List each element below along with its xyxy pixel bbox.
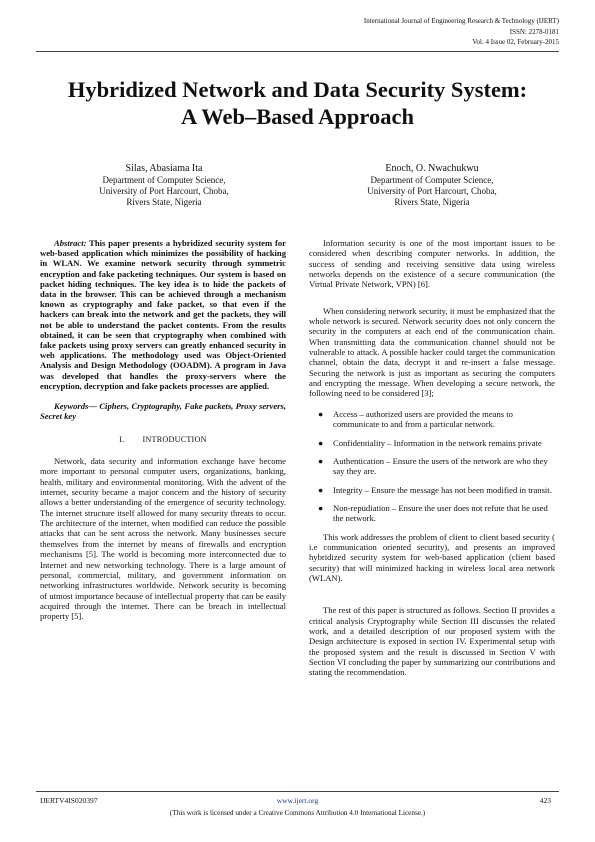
bullet-icon: ● [318, 408, 324, 419]
security-requirements-list [309, 409, 555, 524]
footer-divider [36, 791, 559, 792]
journal-name: International Journal of Engineering Research & Technology (IJERT) [363, 17, 559, 25]
running-header [364, 16, 559, 48]
author-name: Enoch, O. Nwachukwu [385, 163, 479, 174]
bullet-icon: ● [318, 502, 324, 513]
title-line-2: A Web–Based Approach [181, 104, 414, 129]
issn: ISSN: 2278-0181 [509, 27, 559, 36]
section-number: I. [119, 434, 125, 444]
author-location: Rivers State, Nigeria [126, 197, 202, 207]
journal-link[interactable]: www.ijert.org [276, 796, 319, 805]
section-heading-introduction [40, 435, 286, 445]
volume-issue: Vol. 4 Issue 02, February-2015 [472, 38, 559, 46]
header-divider [36, 51, 559, 52]
right-column [309, 238, 555, 678]
section-title: INTRODUCTION [142, 434, 207, 444]
list-item: ● Confidentiality – Information in the network remains private [318, 437, 542, 448]
paper-id: IJERTV4IS020397 [40, 796, 98, 805]
list-item: ● Integrity – Ensure the message has not been modified in transit. [318, 484, 552, 495]
author-location: Rivers State, Nigeria [394, 197, 470, 207]
abstract-text: This paper presents a hybridized security system for web-based application which minimizes the possibility of hacking in WLAN. We examine network security through symmetric encryption and fake packeting techniques. Our system is based on packet hiding techniques. The key idea is to hide the packets of data in the browser. This can be achieved through a mechanism known as cryptography and fake packet, so that even if the hackers can break into the network and get the packets, they will not be able to understand the packet contents. From the results obtained, it can be seen that cryptography when combined with fake packets using proxy servers can greatly enhanced security in web applications. The methodology used was Object-Oriented Analysis and Design Methodology (OOADM). A program in Java was developed that handles the proxy-servers where the encryption, decryption and fake packets processes are applied. [40, 238, 286, 391]
paper-title [30, 76, 565, 130]
abstract-label: Abstract: [54, 238, 87, 248]
bullet-icon: ● [318, 455, 324, 466]
author-university: University of Port Harcourt, Choba, [99, 186, 229, 196]
intro-paragraph: Network, data security and information exchange have become more important to personal computer users, organizations, banking, health, military and environmental monitoring. With the advent of the internet, security became a major concern and the history of security allows a better understanding of the emergence of security technology. The internet structure itself allowed for many security threats to occur. The architecture of the internet, when modified can reduce the possible attacks that can be sent across the network. Many businesses secure themselves from the internet by means of firewalls and encryption mechanisms [5]. The world is becoming more interconnected due to Internet and new networking technology. There is a large amount of personal, commercial, military, and government information on networking infrastructures worldwide. Network security is becoming of utmost importance because of intellectual property that can be easily acquired through the internet. There can be breach in intellectual property [5]. [40, 456, 286, 622]
paragraph-information-security: Information security is one of the most important issues to be considered when describing computer networks. In addition, the success of sending and receiving sensitive data using wireless networks depends on the existence of a secure communication (the Virtual Private Network, VPN) [6]. [309, 238, 555, 290]
list-item: ● Non-repudiation – Ensure the user does not refute that he used the network. [318, 502, 548, 524]
list-item: ● Access – authorized users are provided the means to communicate to and from a particular network. [318, 408, 513, 430]
list-item: ● Authentication – Ensure the users of the network are who they say they are. [318, 455, 548, 477]
author-university: University of Port Harcourt, Choba, [367, 186, 497, 196]
bullet-icon: ● [318, 484, 324, 495]
author-department: Department of Computer Science, [370, 175, 494, 185]
author-department: Department of Computer Science, [102, 175, 226, 185]
author-block-1 [50, 162, 278, 208]
paragraph-work-addresses: This work addresses the problem of client to client based security ( i.e communication oriented security), and presents an improved hybridized security system for web-based application (client based security) that will minimized hacking in wireless local area network (WLAN). [309, 531, 555, 583]
paragraph-network-security: When considering network security, it must be emphasized that the whole network is secured. Network security does not only concern the security in the computers at each end of the communication chain. When transmitting data the communication channel should not be vulnerable to attack. A possible hacker could target the communication channel, obtain the data, decrypt it and re-insert a false message. Securing the network is just as important as securing the computers and encrypting the message. When developing a secure network, the following need to be considered [3]; [309, 305, 555, 399]
paragraph-paper-structure: The rest of this paper is structured as follows. Section II provides a critical analysis Cryptography while Section III discusses the related work, and a detailed description of our proposed system with the Design architecture is exposed in section IV. Experimental setup with the proposed system and the result is discussed in Section V with Section VI concluding the paper by summarizing our contributions and stating the recommendation. [309, 605, 555, 678]
author-block-2 [318, 162, 546, 208]
license-notice: (This work is licensed under a Creative Commons Attribution 4.0 International License.) [169, 809, 426, 817]
author-name: Silas, Abasiama Ita [125, 163, 203, 174]
title-line-1: Hybridized Network and Data Security System: [67, 77, 528, 102]
bullet-icon: ● [318, 437, 324, 448]
keywords: Keywords— Ciphers, Cryptography, Fake packets, Proxy servers, Secret key [40, 401, 286, 422]
page-number: 423 [539, 796, 551, 805]
left-column [40, 238, 286, 622]
abstract [40, 238, 286, 391]
